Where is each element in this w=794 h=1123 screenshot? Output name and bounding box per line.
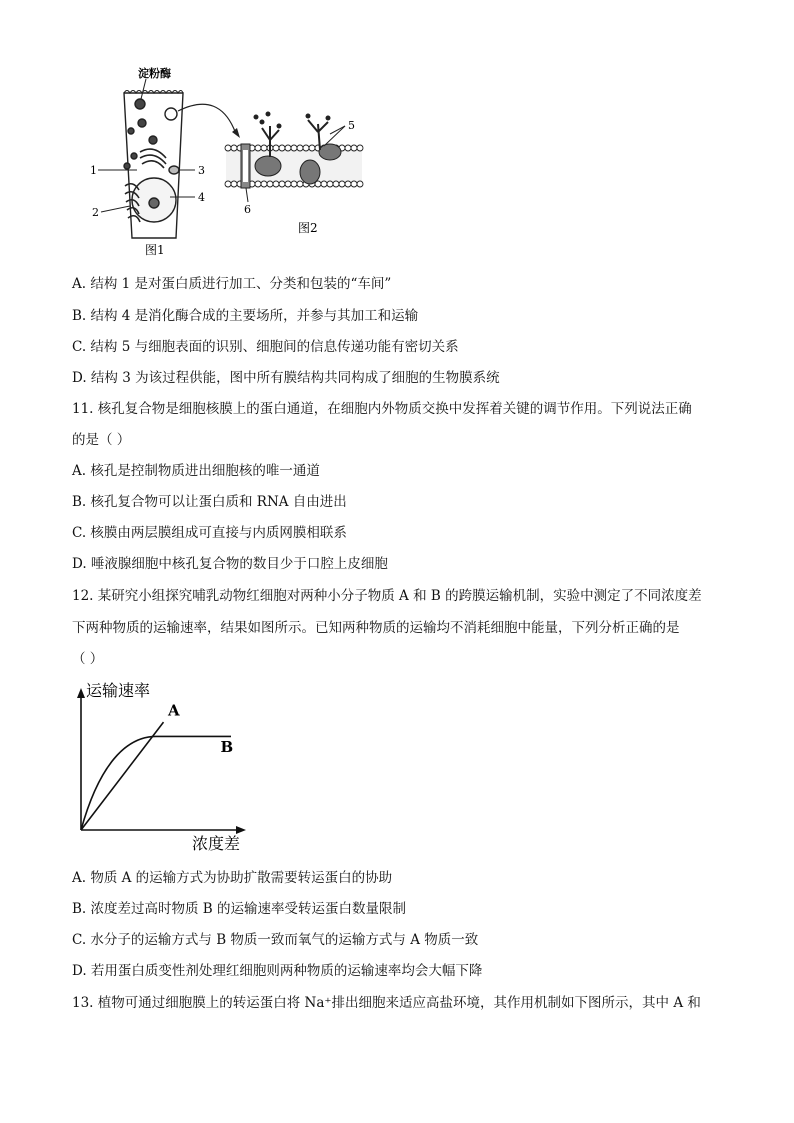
- y-axis-label: 运输速率: [86, 681, 151, 700]
- fig1-cell: [124, 91, 183, 239]
- marker-2: 2: [92, 206, 99, 219]
- phospholipid-head: [303, 145, 309, 151]
- phospholipid-head: [327, 181, 333, 187]
- phospholipid-head: [261, 145, 267, 151]
- phospholipid-head: [255, 145, 261, 151]
- q10-option-a: A. 结构 1 是对蛋白质进行加工、分类和包装的“车间”: [72, 276, 392, 292]
- phospholipid-head: [231, 181, 237, 187]
- series-label-b: B: [220, 738, 234, 756]
- q11-option-d: D. 唾液腺细胞中核孔复合物的数目少于口腔上皮细胞: [72, 556, 388, 572]
- phospholipid-head: [255, 181, 261, 187]
- marker-1: 1: [90, 164, 97, 177]
- series-line-a: [81, 722, 164, 830]
- q12-stem-line2: 下两种物质的运输速率，结果如图所示。已知两种物质的运输均不消耗细胞中能量，下列分析正确的是: [72, 620, 680, 636]
- q12-option-d: D. 若用蛋白质变性剂处理红细胞则两种物质的运输速率均会大幅下降: [72, 963, 483, 979]
- phospholipid-head: [225, 145, 231, 151]
- phospholipid-head: [357, 181, 363, 187]
- x-axis-arrow: [236, 826, 246, 834]
- phospholipid-head: [285, 181, 291, 187]
- phospholipid-head: [231, 145, 237, 151]
- series-label-a: A: [168, 701, 180, 720]
- phospholipid-head: [345, 145, 351, 151]
- phospholipid-head: [285, 145, 291, 151]
- x-axis-label: 浓度差: [192, 834, 241, 853]
- phospholipid-head: [351, 145, 357, 151]
- transport-rate-chart: [64, 676, 254, 862]
- phospholipid-head: [309, 145, 315, 151]
- fig1-caption: 图1: [145, 243, 165, 257]
- q10-option-d: D. 结构 3 为该过程供能，图中所有膜结构共同构成了细胞的生物膜系统: [72, 370, 500, 386]
- enzyme-pointer: [141, 79, 146, 99]
- marker-6: 6: [244, 203, 251, 216]
- q12-option-c: C. 水分子的运输方式与 B 物质一致而氧气的运输方式与 A 物质一致: [72, 932, 479, 948]
- q11-stem-line1: 11. 核孔复合物是细胞核膜上的蛋白通道，在细胞内外物质交换中发挥着关键的调节作用。下列说法正确: [72, 401, 692, 417]
- chart-axes: [81, 696, 238, 830]
- q10-option-b: B. 结构 4 是消化酶合成的主要场所，并参与其加工和运输: [72, 308, 419, 324]
- phospholipid-head: [297, 145, 303, 151]
- q12-stem-line3: （ ）: [72, 651, 104, 667]
- q13-stem-line1: 13. 植物可通过细胞膜上的转运蛋白将 Na⁺排出细胞来适应高盐环境，其作用机制如下图所示，其中 A 和: [72, 995, 701, 1011]
- phospholipid-head: [297, 181, 303, 187]
- phospholipid-head: [225, 181, 231, 187]
- zoom-arrow: [178, 104, 236, 134]
- phospholipid-head: [261, 181, 267, 187]
- phospholipid-head: [357, 145, 363, 151]
- phospholipid-head: [279, 181, 285, 187]
- q12-option-b: B. 浓度差过高时物质 B 的运输速率受转运蛋白数量限制: [72, 901, 407, 917]
- q11-option-a: A. 核孔是控制物质进出细胞核的唯一通道: [72, 463, 320, 479]
- q12-option-a: A. 物质 A 的运输方式为协助扩散需要转运蛋白的协助: [72, 870, 393, 886]
- phospholipid-head: [333, 181, 339, 187]
- y-axis-arrow: [77, 688, 85, 698]
- phospholipid-head: [339, 181, 345, 187]
- phospholipid-head: [345, 181, 351, 187]
- phospholipid-head: [291, 181, 297, 187]
- fig2-caption: 图2: [298, 221, 318, 235]
- marker-4: 4: [198, 191, 205, 204]
- q10-option-c: C. 结构 5 与细胞表面的识别、细胞间的信息传递功能有密切关系: [72, 339, 459, 355]
- phospholipid-head: [321, 181, 327, 187]
- phospholipid-head: [273, 181, 279, 187]
- marker-5: 5: [348, 119, 355, 132]
- marker-3: 3: [198, 164, 205, 177]
- cell-diagram-figure: [0, 0, 794, 262]
- phospholipid-head: [279, 145, 285, 151]
- fig1-enzyme-label: 淀粉酶: [138, 67, 171, 80]
- phospholipid-head: [267, 181, 273, 187]
- fig2-membrane: [225, 112, 363, 189]
- phospholipid-head: [351, 181, 357, 187]
- phospholipid-head: [291, 145, 297, 151]
- q11-option-b: B. 核孔复合物可以让蛋白质和 RNA 自由进出: [72, 494, 347, 510]
- q12-stem-line1: 12. 某研究小组探究哺乳动物红细胞对两种小分子物质 A 和 B 的跨膜运输机制，实验中测定了不同浓度差: [72, 588, 702, 604]
- q11-stem-line2: 的是（ ）: [72, 432, 131, 448]
- q11-option-c: C. 核膜由两层膜组成可直接与内质网膜相联系: [72, 525, 347, 541]
- phospholipid-head: [273, 145, 279, 151]
- series-line-b: [81, 736, 231, 830]
